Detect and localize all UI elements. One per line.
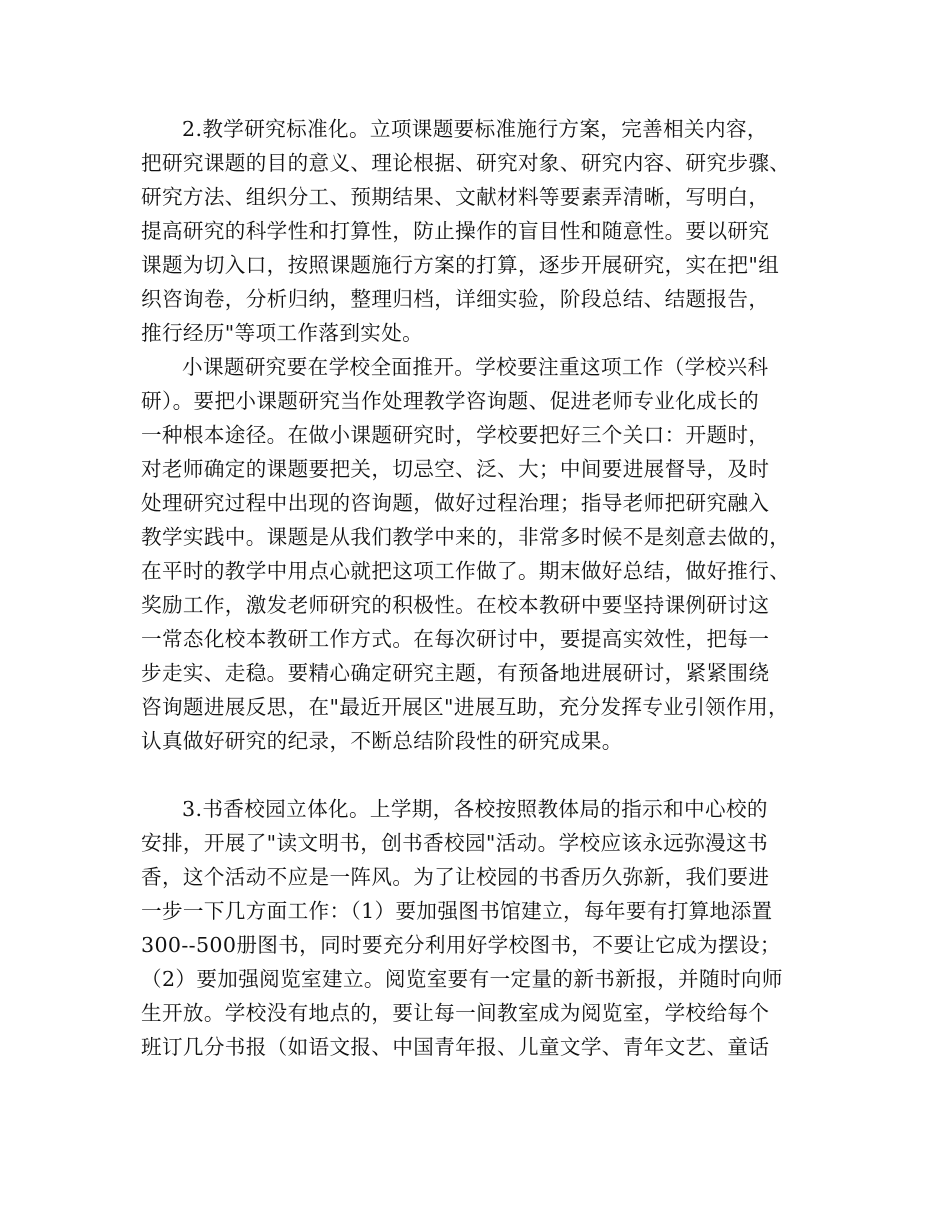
text-line: 2.教学研究标准化。立项课题要标准施行方案，完善相关内容， [182,117,768,141]
text-line [141,758,813,792]
text-line: 研）。要把小课题研究当作处理教学咨询题、促进老师专业化成长的 [141,389,760,413]
text-line: 把研究课题的目的意义、理论根据、研究对象、研究内容、研究步骤、 [141,151,791,175]
text-line: 小课题研究要在学校全面推开。学校要注重这项工作（学校兴科 [182,355,769,379]
text-line: 教学实践中。课题是从我们教学中来的，非常多时候不是刻意去做的， [141,525,791,549]
text-line: 3.书香校园立体化。上学期，各校按照教体局的指示和中心校的 [182,797,768,821]
text-line: 一步一下几方面工作：（1）要加强图书馆建立，每年要有打算地添置 [141,899,773,923]
paragraph-book-fragrance-campus [141,792,813,1064]
text-line: （2）要加强阅览室建立。阅览室要有一定量的新书新报，并随时向师 [141,967,783,991]
text-line: 对老师确定的课题要把关，切忌空、泛、大；中间要进展督导，及时 [141,457,770,481]
text-line: 在平时的教学中用点心就把这项工作做了。期末做好总结，做好推行、 [141,559,791,583]
text-line: 咨询题进展反思，在"最近开展区"进展互助，充分发挥专业引领作用， [141,695,789,719]
text-line: 奖励工作，激发老师研究的积极性。在校本教研中要坚持课例研讨这 [141,593,770,617]
text-line: 认真做好研究的纪录，不断总结阶段性的研究成果。 [141,729,623,753]
text-line: 织咨询卷，分析归纳，整理归档，详细实验，阶段总结、结题报告， [141,287,770,311]
text-line: 研究方法、组织分工、预期结果、文献材料等要素弄清晰，写明白， [141,185,770,209]
text-line: 一种根本途径。在做小课题研究时，学校要把好三个关口：开题时， [141,423,770,447]
text-line: 步走实、走稳。要精心确定研究主题，有预备地进展研讨，紧紧围绕 [141,661,770,685]
text-line: 课题为切入口，按照课题施行方案的打算，逐步开展研究，实在把"组 [141,253,780,277]
text-line: 300--500册图书，同时要充分利用好学校图书，不要让它成为摆设； [141,933,781,957]
text-line: 一常态化校本教研工作方式。在每次研讨中，要提高实效性，把每一 [141,627,770,651]
text-line: 生开放。学校没有地点的，要让每一间教室成为阅览室，学校给每个 [141,1001,770,1025]
text-line: 推行经历"等项工作落到实处。 [141,321,424,345]
paragraph-teaching-research-standardization [141,112,813,350]
text-line: 处理研究过程中出现的咨询题，做好过程治理；指导老师把研究融入 [141,491,770,515]
paragraph-small-topic-research [141,350,813,792]
text-line: 香，这个活动不应是一阵风。为了让校园的书香历久弥新，我们要进 [141,865,770,889]
document-body [141,112,813,1064]
text-line: 安排，开展了"读文明书，创书香校园"活动。学校应该永远弥漫这书 [141,831,769,855]
text-line: 提高研究的科学性和打算性，防止操作的盲目性和随意性。要以研究 [141,219,770,243]
text-line: 班订几分书报（如语文报、中国青年报、儿童文学、青年文艺、童话 [141,1035,770,1059]
